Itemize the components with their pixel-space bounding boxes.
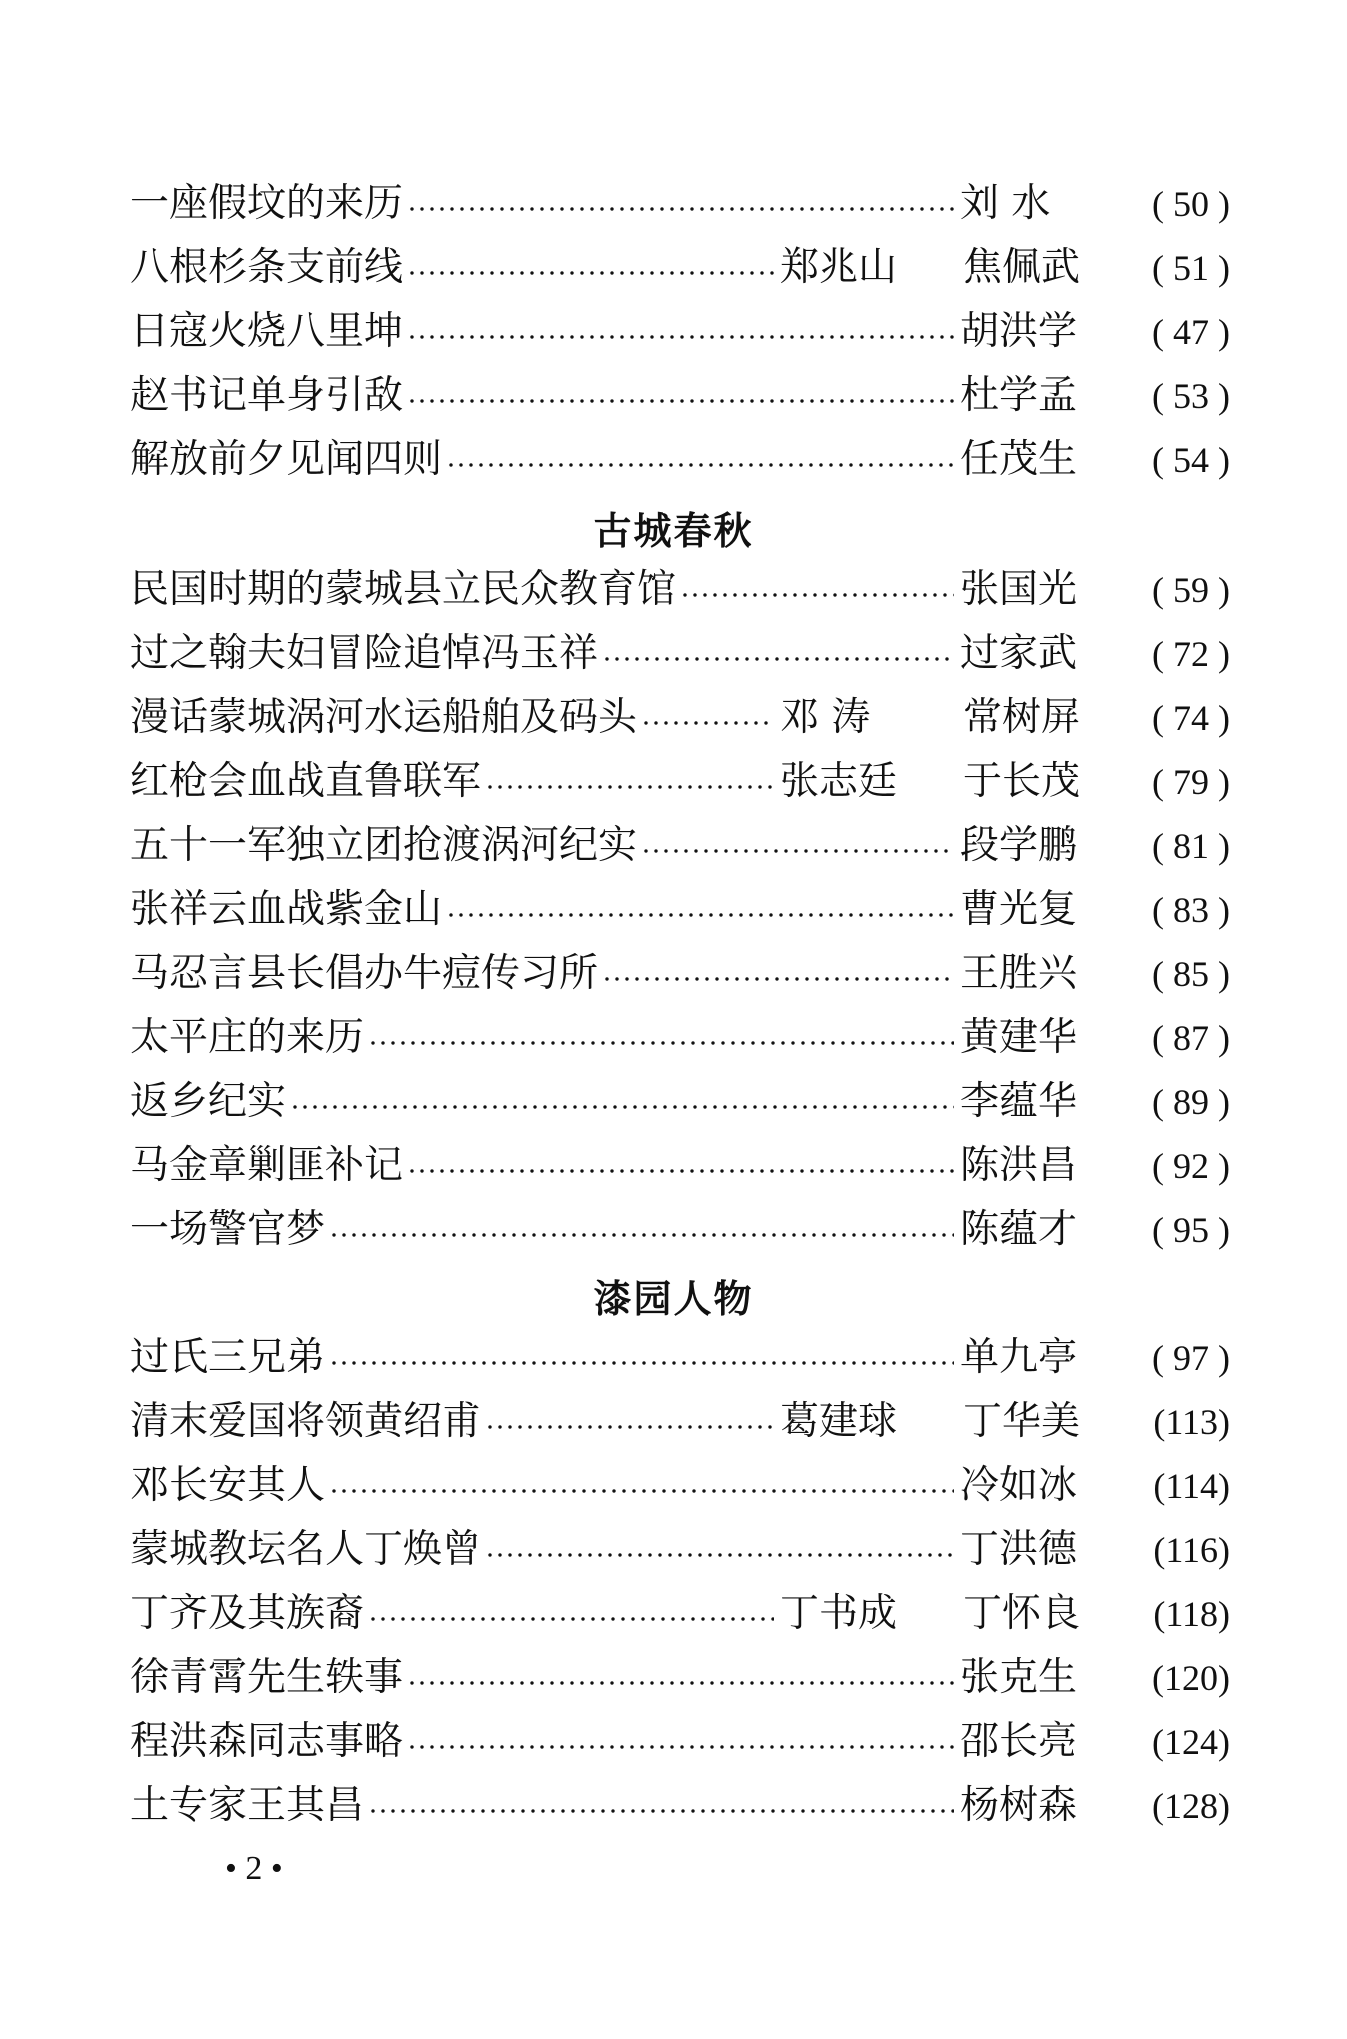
entry-authors <box>780 750 1080 814</box>
toc-entry <box>130 1646 1230 1710</box>
entry-author: 李蕴华 <box>960 1079 1078 1124</box>
dot-leader <box>368 1808 954 1814</box>
entry-page-number: (128) <box>1152 1786 1230 1826</box>
entry-title: 解放前夕见闻四则 <box>130 437 443 482</box>
entry-authors <box>960 364 1080 428</box>
entry-title: 邓长安其人 <box>130 1463 326 1508</box>
entry-title: 马忍言县长倡办牛痘传习所 <box>130 951 599 996</box>
toc-entry <box>130 1518 1230 1582</box>
entry-author: 王胜兴 <box>960 951 1078 996</box>
toc-entry <box>130 1454 1230 1518</box>
entry-page-number: ( 83 ) <box>1152 890 1230 930</box>
toc-entry <box>130 300 1230 364</box>
entry-title: 一场警官梦 <box>130 1207 326 1252</box>
entry-author: 杜学孟 <box>960 373 1078 418</box>
entry-title: 程洪森同志事略 <box>130 1719 404 1764</box>
dot-leader <box>446 462 954 468</box>
entry-author: 单九亭 <box>960 1335 1078 1380</box>
toc-entry <box>130 1134 1230 1198</box>
dot-leader <box>407 398 954 404</box>
entry-title: 过之翰夫妇冒险追悼冯玉祥 <box>130 631 599 676</box>
toc-entry <box>130 364 1230 428</box>
entry-author: 刘 水 <box>960 181 1051 226</box>
entry-authors <box>960 1774 1080 1838</box>
entry-title: 返乡纪实 <box>130 1079 287 1124</box>
entry-author: 过家武 <box>960 631 1078 676</box>
entry-page-number: ( 81 ) <box>1152 826 1230 866</box>
entry-title: 红枪会血战直鲁联军 <box>130 759 482 804</box>
entry-title: 八根杉条支前线 <box>130 245 404 290</box>
entry-author: 常树屏 <box>962 695 1080 740</box>
entry-title: 张祥云血战紫金山 <box>130 887 443 932</box>
entry-author: 丁书成 <box>780 1591 898 1636</box>
dot-leader <box>485 1552 954 1558</box>
toc-section-qiyuan <box>130 1326 1230 1838</box>
entry-authors <box>960 428 1080 492</box>
dot-leader <box>407 1744 954 1750</box>
entry-authors <box>960 1070 1080 1134</box>
toc-entry <box>130 172 1230 236</box>
dot-leader <box>329 1360 954 1366</box>
entry-authors <box>780 1582 1080 1646</box>
entry-title: 土专家王其昌 <box>130 1783 365 1828</box>
entry-authors <box>960 942 1080 1006</box>
toc-entry <box>130 1006 1230 1070</box>
entry-authors <box>960 172 1080 236</box>
dot-leader <box>446 912 954 918</box>
entry-authors <box>960 1326 1080 1390</box>
entry-author: 陈洪昌 <box>960 1143 1078 1188</box>
entry-authors <box>960 1454 1080 1518</box>
toc-entry <box>130 942 1230 1006</box>
entry-page-number: ( 59 ) <box>1152 570 1230 610</box>
toc-entry <box>130 686 1230 750</box>
entry-page-number: ( 47 ) <box>1152 312 1230 352</box>
entry-page-number: ( 50 ) <box>1152 184 1230 224</box>
dot-leader <box>641 720 774 726</box>
entry-title: 漫话蒙城涡河水运船舶及码头 <box>130 695 638 740</box>
dot-leader <box>407 1680 954 1686</box>
toc-entry <box>130 814 1230 878</box>
entry-page-number: (114) <box>1153 1466 1230 1506</box>
toc-entry <box>130 622 1230 686</box>
entry-page-number: ( 97 ) <box>1152 1338 1230 1378</box>
entry-title: 徐青霄先生轶事 <box>130 1655 404 1700</box>
toc-entry <box>130 1582 1230 1646</box>
entry-page-number: (113) <box>1153 1402 1230 1442</box>
entry-author: 杨树森 <box>960 1783 1078 1828</box>
entry-author: 张志廷 <box>780 759 898 804</box>
toc-entry <box>130 1710 1230 1774</box>
entry-author: 陈蕴才 <box>960 1207 1078 1252</box>
entry-authors <box>960 1006 1080 1070</box>
entry-author: 张国光 <box>960 567 1078 612</box>
entry-authors <box>960 622 1080 686</box>
dot-leader <box>329 1488 954 1494</box>
entry-title: 清末爱国将领黄绍甫 <box>130 1399 482 1444</box>
entry-authors <box>960 300 1080 364</box>
toc-entry <box>130 1070 1230 1134</box>
entry-author: 于长茂 <box>962 759 1080 804</box>
toc-entry <box>130 558 1230 622</box>
dot-leader <box>329 1232 954 1238</box>
dot-leader <box>407 334 954 340</box>
toc-entry <box>130 236 1230 300</box>
entry-page-number: ( 54 ) <box>1152 440 1230 480</box>
section-heading-qiyuan: 漆园人物 <box>593 1276 754 1321</box>
entry-author: 胡洪学 <box>960 309 1078 354</box>
entry-title: 过氏三兄弟 <box>130 1335 326 1380</box>
entry-authors <box>960 1518 1080 1582</box>
entry-page-number: ( 89 ) <box>1152 1082 1230 1122</box>
toc-entry <box>130 750 1230 814</box>
page-number: • 2 • <box>225 1850 283 1887</box>
entry-author: 葛建球 <box>780 1399 898 1444</box>
dot-leader <box>290 1104 954 1110</box>
entry-author: 丁洪德 <box>960 1527 1078 1572</box>
entry-author: 丁怀良 <box>962 1591 1080 1636</box>
toc-entry <box>130 1326 1230 1390</box>
entry-author: 邵长亮 <box>960 1719 1078 1764</box>
entry-title: 一座假坟的来历 <box>130 181 404 226</box>
entry-title: 丁齐及其族裔 <box>130 1591 365 1636</box>
entry-authors <box>960 814 1080 878</box>
entry-author: 段学鹏 <box>960 823 1078 868</box>
dot-leader <box>602 976 954 982</box>
entry-authors <box>960 1134 1080 1198</box>
entry-page-number: ( 51 ) <box>1152 248 1230 288</box>
entry-title: 太平庄的来历 <box>130 1015 365 1060</box>
entry-authors <box>960 1198 1080 1262</box>
entry-page-number: ( 74 ) <box>1152 698 1230 738</box>
entry-author: 郑兆山 <box>780 245 898 290</box>
entry-page-number: (116) <box>1153 1530 1230 1570</box>
dot-leader <box>680 592 954 598</box>
entry-author: 曹光复 <box>960 887 1078 932</box>
dot-leader <box>407 206 954 212</box>
entry-authors <box>960 1710 1080 1774</box>
entry-author: 邓 涛 <box>780 695 871 740</box>
toc-entry <box>130 1390 1230 1454</box>
entry-author: 丁华美 <box>962 1399 1080 1444</box>
toc-entry <box>130 878 1230 942</box>
entry-title: 赵书记单身引敌 <box>130 373 404 418</box>
dot-leader <box>602 656 954 662</box>
dot-leader <box>407 270 774 276</box>
entry-author: 任茂生 <box>960 437 1078 482</box>
entry-page-number: ( 87 ) <box>1152 1018 1230 1058</box>
dot-leader <box>641 848 954 854</box>
entry-author: 黄建华 <box>960 1015 1078 1060</box>
entry-page-number: (124) <box>1152 1722 1230 1762</box>
dot-leader <box>368 1616 774 1622</box>
entry-authors <box>960 558 1080 622</box>
entry-page-number: (120) <box>1152 1658 1230 1698</box>
dot-leader <box>485 784 774 790</box>
entry-page-number: ( 95 ) <box>1152 1210 1230 1250</box>
entry-page-number: (118) <box>1153 1594 1230 1634</box>
entry-page-number: ( 85 ) <box>1152 954 1230 994</box>
dot-leader <box>368 1040 954 1046</box>
dot-leader <box>407 1168 954 1174</box>
entry-authors <box>960 878 1080 942</box>
entry-page-number: ( 72 ) <box>1152 634 1230 674</box>
toc-section-1 <box>130 172 1230 492</box>
toc-entry <box>130 1774 1230 1838</box>
entry-page-number: ( 79 ) <box>1152 762 1230 802</box>
entry-authors <box>960 1646 1080 1710</box>
entry-author: 冷如冰 <box>960 1463 1078 1508</box>
section-heading-gucheng: 古城春秋 <box>593 508 754 553</box>
entry-author: 焦佩武 <box>962 245 1080 290</box>
toc-section-gucheng <box>130 558 1230 1262</box>
entry-authors <box>780 236 1080 300</box>
entry-title: 蒙城教坛名人丁焕曾 <box>130 1527 482 1572</box>
entry-author: 张克生 <box>960 1655 1078 1700</box>
toc-entry <box>130 1198 1230 1262</box>
entry-page-number: ( 53 ) <box>1152 376 1230 416</box>
entry-title: 马金章剿匪补记 <box>130 1143 404 1188</box>
entry-title: 五十一军独立团抢渡涡河纪实 <box>130 823 638 868</box>
entry-title: 日寇火烧八里坤 <box>130 309 404 354</box>
toc-entry <box>130 428 1230 492</box>
entry-authors <box>780 1390 1080 1454</box>
entry-title: 民国时期的蒙城县立民众教育馆 <box>130 567 677 612</box>
dot-leader <box>485 1424 774 1430</box>
entry-authors <box>780 686 1080 750</box>
entry-page-number: ( 92 ) <box>1152 1146 1230 1186</box>
